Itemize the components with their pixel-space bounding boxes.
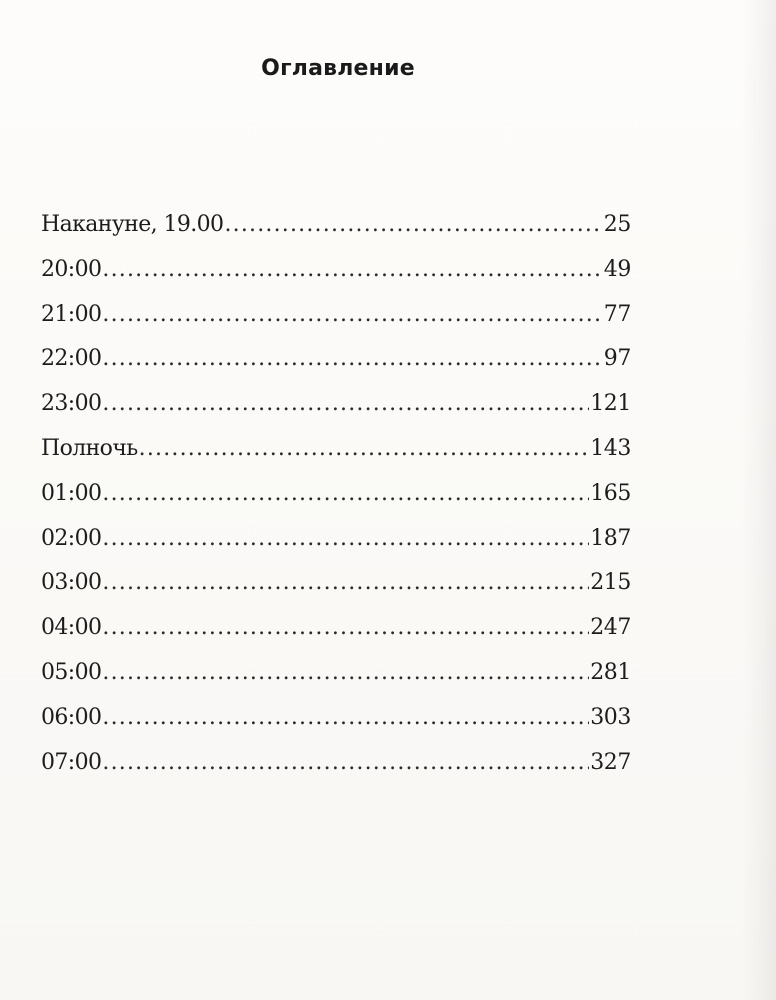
- dot-leader: [102, 748, 589, 778]
- toc-entry-label: 06:00: [41, 704, 102, 730]
- dot-leader: [102, 568, 589, 598]
- toc-entry-label: 03:00: [41, 570, 102, 596]
- toc-entry-label: 07:00: [41, 749, 102, 775]
- toc-entry-label: Полночь: [41, 435, 138, 461]
- table-of-contents: [41, 210, 631, 792]
- toc-entry-page: 165: [590, 480, 631, 506]
- toc-entry-page: 97: [603, 346, 631, 372]
- toc-entry-page: 143: [590, 435, 631, 461]
- toc-entry-page: 25: [603, 212, 631, 237]
- toc-entry-page: 303: [590, 704, 631, 730]
- dot-leader: [102, 300, 602, 330]
- toc-entry-page: 327: [590, 749, 631, 775]
- toc-entry: [41, 658, 631, 703]
- toc-entry: [41, 479, 631, 524]
- toc-entry: [41, 568, 631, 613]
- toc-title: Оглавление: [261, 56, 415, 81]
- toc-entry: [41, 255, 631, 300]
- toc-entry-page: 215: [590, 570, 631, 596]
- toc-entry-page: 49: [603, 256, 631, 282]
- toc-entry: [41, 210, 631, 255]
- dot-leader: [102, 344, 602, 374]
- toc-entry-page: 77: [603, 301, 631, 327]
- toc-entry-page: 247: [590, 615, 631, 641]
- toc-entry-label: 20:00: [41, 256, 102, 282]
- dot-leader: [102, 703, 589, 733]
- toc-entry: [41, 300, 631, 345]
- toc-entry: [41, 344, 631, 389]
- toc-entry: [41, 434, 631, 479]
- toc-entry-label: 02:00: [41, 525, 102, 551]
- toc-entry-page: 121: [590, 391, 631, 417]
- toc-entry-label: Накануне, 19.00: [41, 212, 224, 237]
- dot-leader: [102, 658, 589, 688]
- dot-leader: [102, 479, 589, 509]
- toc-entry-label: 01:00: [41, 480, 102, 506]
- toc-entry: [41, 613, 631, 658]
- dot-leader: [224, 210, 602, 240]
- toc-entry-label: 04:00: [41, 615, 102, 641]
- toc-entry-page: 281: [590, 659, 631, 685]
- toc-entry-label: 22:00: [41, 346, 102, 372]
- page-edge-shadow: [742, 0, 776, 1000]
- toc-entry-page: 187: [590, 525, 631, 551]
- dot-leader: [102, 255, 602, 285]
- toc-entry-label: 05:00: [41, 659, 102, 685]
- toc-entry-label: 21:00: [41, 301, 102, 327]
- dot-leader: [102, 389, 589, 419]
- toc-entry-label: 23:00: [41, 391, 102, 417]
- toc-entry: [41, 524, 631, 569]
- dot-leader: [139, 434, 590, 464]
- dot-leader: [102, 524, 589, 554]
- dot-leader: [102, 613, 589, 643]
- toc-entry: [41, 389, 631, 434]
- toc-entry: [41, 748, 631, 793]
- toc-entry: [41, 703, 631, 748]
